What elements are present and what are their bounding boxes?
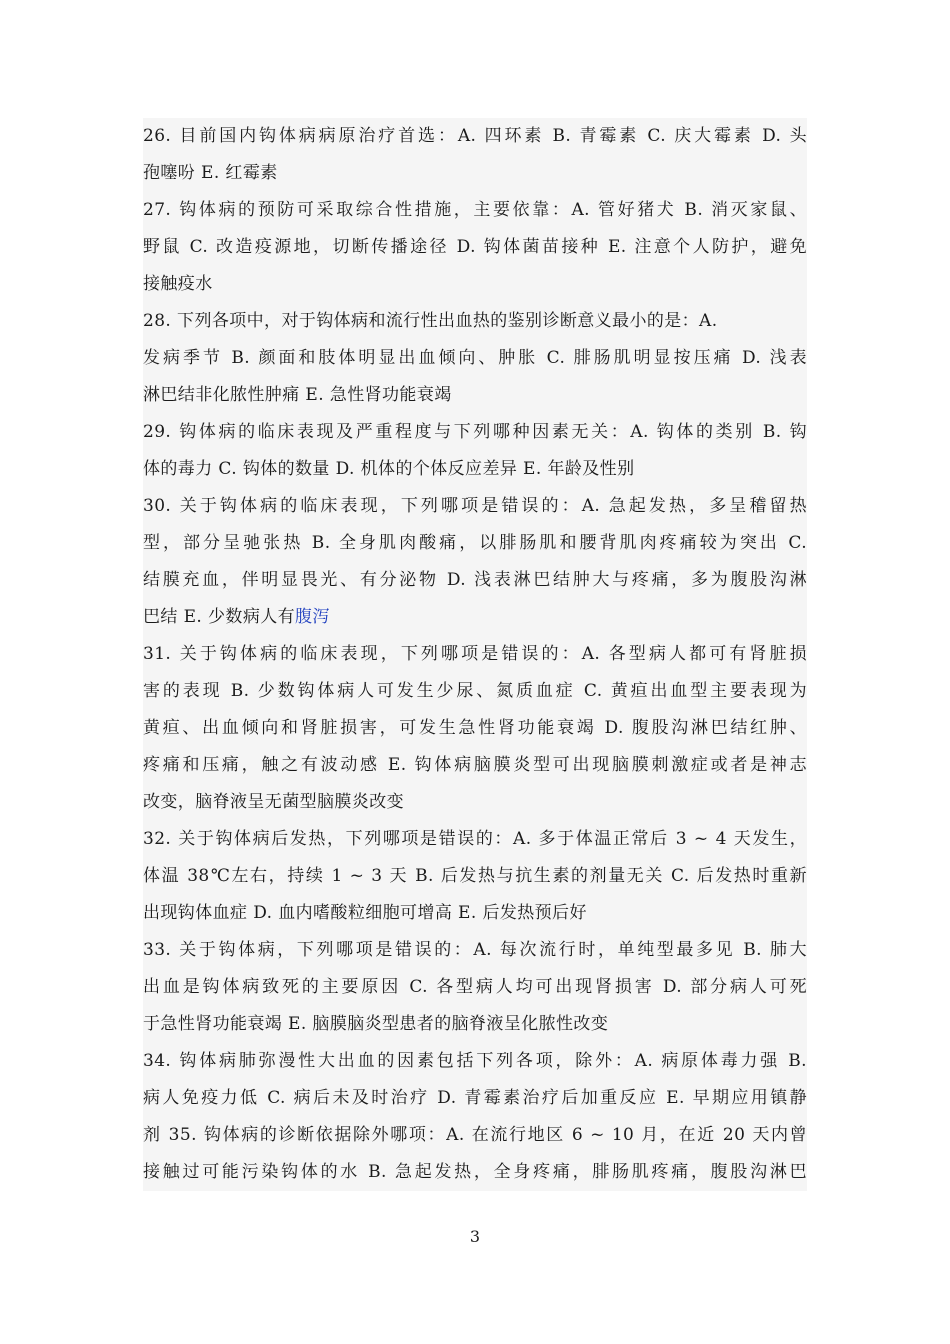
text-line (143, 969, 807, 1006)
text-line-content: 出血是钩体病致死的主要原因 C. 各型病人均可出现肾损害 D. 部分病人可死 (143, 977, 807, 997)
text-line-content: 发病季节 B. 颜面和肢体明显出血倾向、肿胀 C. 腓肠肌明显按压痛 D. 浅表 (143, 348, 807, 368)
page-number: 3 (469, 1227, 481, 1246)
text-line (143, 636, 807, 673)
hyperlink[interactable]: 腹泻 (295, 607, 330, 627)
text-line-content: 害的表现 B. 少数钩体病人可发生少尿、氮质血症 C. 黄疸出血型主要表现为 (143, 681, 807, 701)
text-line (143, 1043, 807, 1080)
text-line (143, 599, 807, 636)
text-line (143, 821, 807, 858)
text-line (143, 562, 807, 599)
text-line (143, 784, 807, 821)
text-line (143, 747, 807, 784)
text-line-content: 于急性肾功能衰竭 E. 脑膜脑炎型患者的脑脊液呈化脓性改变 (143, 1014, 609, 1034)
text-line-content: 野鼠 C. 改造疫源地，切断传播途径 D. 钩体菌苗接种 E. 注意个人防护，避免 (143, 237, 807, 257)
text-line-content: 黄疸、出血倾向和肾脏损害，可发生急性肾功能衰竭 D. 腹股沟淋巴结红肿、 (143, 718, 807, 738)
text-line-content: 33. 关于钩体病，下列哪项是错误的：A. 每次流行时，单纯型最多见 B. 肺大 (143, 940, 807, 960)
text-line-content: 接触过可能污染钩体的水 B. 急起发热，全身疼痛，腓肠肌疼痛，腹股沟淋巴 (143, 1162, 807, 1182)
text-line-content: 32. 关于钩体病后发热，下列哪项是错误的：A. 多于体温正常后 3 ~ 4 天发生， (143, 829, 807, 849)
text-line (143, 710, 807, 747)
text-line-content: 体的毒力 C. 钩体的数量 D. 机体的个体反应差异 E. 年龄及性别 (143, 459, 635, 479)
text-line (143, 525, 807, 562)
text-line-content: 26. 目前国内钩体病病原治疗首选：A. 四环素 B. 青霉素 C. 庆大霉素 D. 头 (143, 126, 807, 146)
text-line (143, 673, 807, 710)
text-line-content: 29. 钩体病的临床表现及严重程度与下列哪种因素无关：A. 钩体的类别 B. 钩 (143, 422, 807, 442)
text-line (143, 1080, 807, 1117)
text-line-content: 剂 35. 钩体病的诊断依据除外哪项：A. 在流行地区 6 ~ 10 月，在近 20 天内曾 (143, 1125, 807, 1145)
text-line-content: 30. 关于钩体病的临床表现，下列哪项是错误的：A. 急起发热，多呈稽留热 (143, 496, 807, 516)
text-line-content: 疼痛和压痛，触之有波动感 E. 钩体病脑膜炎型可出现脑膜刺激症或者是神志 (143, 755, 807, 775)
text-line-content: 型，部分呈驰张热 B. 全身肌肉酸痛，以腓肠肌和腰背肌肉疼痛较为突出 C. (143, 533, 807, 553)
question-text-block (143, 118, 807, 1191)
text-line-content: 病人免疫力低 C. 病后未及时治疗 D. 青霉素治疗后加重反应 E. 早期应用镇静 (143, 1088, 807, 1108)
text-line-content: 改变，脑脊液呈无菌型脑膜炎改变 (143, 792, 404, 812)
text-line (143, 1154, 807, 1191)
text-line-content: 体温 38℃左右，持续 1 ~ 3 天 B. 后发热与抗生素的剂量无关 C. 后发热时重新 (143, 866, 807, 886)
text-line (143, 895, 807, 932)
text-line (143, 266, 807, 303)
text-line-content: 31. 关于钩体病的临床表现，下列哪项是错误的：A. 各型病人都可有肾脏损 (143, 644, 807, 664)
text-line-content: 27. 钩体病的预防可采取综合性措施，主要依靠：A. 管好猪犬 B. 消灭家鼠、 (143, 200, 807, 220)
text-line (143, 192, 807, 229)
text-line-content: 接触疫水 (143, 274, 213, 294)
text-line (143, 377, 807, 414)
text-line (143, 932, 807, 969)
text-line (143, 858, 807, 895)
text-line (143, 1006, 807, 1043)
text-line-content: 34. 钩体病肺弥漫性大出血的因素包括下列各项，除外：A. 病原体毒力强 B. (143, 1051, 807, 1071)
text-line (143, 340, 807, 377)
text-line (143, 303, 807, 340)
text-line-content: 结膜充血，伴明显畏光、有分泌物 D. 浅表淋巴结肿大与疼痛，多为腹股沟淋 (143, 570, 807, 590)
text-line-content: 28. 下列各项中，对于钩体病和流行性出血热的鉴别诊断意义最小的是：A. (143, 311, 718, 331)
text-line-content: 巴结 E. 少数病人有 (143, 607, 296, 627)
text-line (143, 229, 807, 266)
text-line (143, 155, 807, 192)
text-line (143, 414, 807, 451)
text-line (143, 488, 807, 525)
text-line (143, 1117, 807, 1154)
text-line-content: 出现钩体血症 D. 血内嗜酸粒细胞可增高 E. 后发热预后好 (143, 903, 587, 923)
text-line-content: 孢噻吩 E. 红霉素 (143, 163, 278, 183)
text-line-content: 淋巴结非化脓性肿痛 E. 急性肾功能衰竭 (143, 385, 452, 405)
text-line (143, 118, 807, 155)
text-line (143, 451, 807, 488)
